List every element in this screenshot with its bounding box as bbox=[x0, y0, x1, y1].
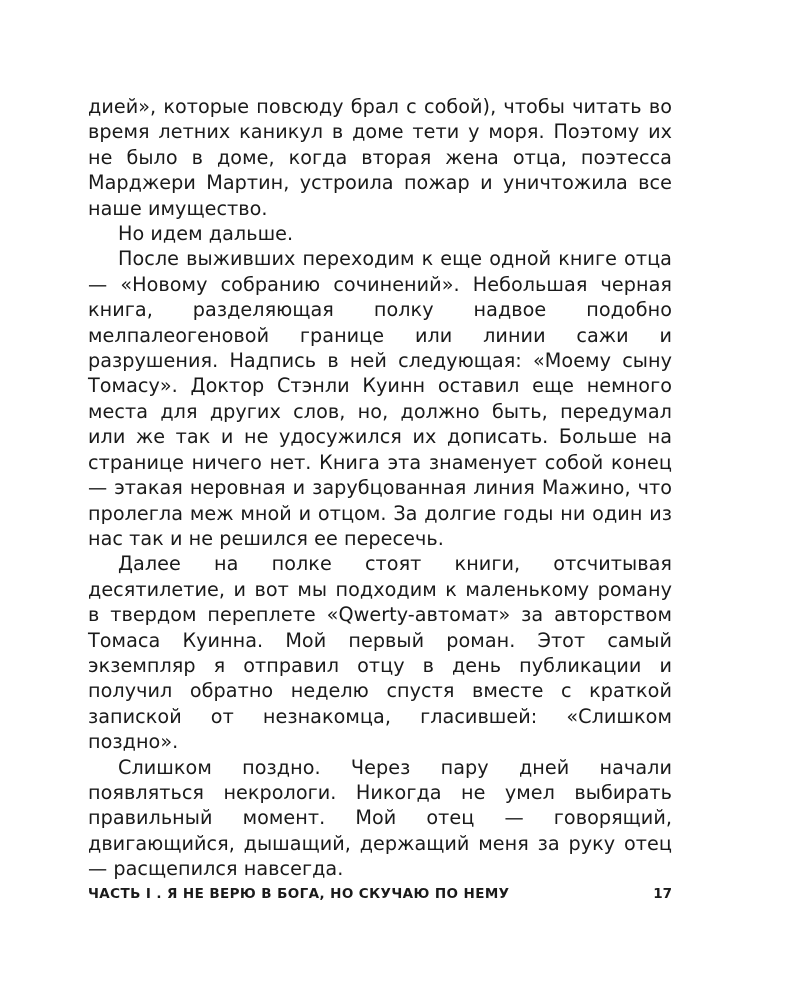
paragraph-continued: дией», которые повсюду брал с собой), чтобы читать во время летних каникул в доме тети у моря. Поэтому их не было в доме, когда вторая жена отца, поэтесса Марджери Мартин, устроила пожар и уничтожила все наше имущество. bbox=[88, 95, 672, 220]
body-text bbox=[88, 94, 672, 882]
page-number: 17 bbox=[653, 886, 672, 902]
page-footer bbox=[88, 886, 672, 908]
running-title: ЧАСТЬ I . Я НЕ ВЕРЮ В БОГА, НО СКУЧАЮ ПО НЕМУ bbox=[88, 886, 510, 902]
paragraph: Далее на полке стоят книги, отсчитывая десятилетие, и вот мы подходим к маленькому роману в твердом переплете «Qwerty-автомат» за авторством Томаса Куинна. Мой первый роман. Этот самый экземпляр я отправил отцу в день публикации и получил обратно неделю спустя вместе с краткой запиской от незнакомца, гласившей: «Слишком поздно». bbox=[88, 552, 672, 754]
paragraph: После выживших переходим к еще одной книге отца — «Новому собранию сочинений». Небольшая черная книга, разделяющая полку надвое подобно мелпалеогеновой границе или линии сажи и разрушения. Надпись в ней следующая: «Моему сыну Томасу». Доктор Стэнли Куинн оставил еще немного места для других слов, но, должно быть, передумал или же так и не удосужился их дописать. Больше на странице ничего нет. Книга эта знаменует собой конец — этакая неровная и зарубцованная линия Мажино, что пролегла меж мной и отцом. За долгие годы ни один из нас так и не решился ее пересечь. bbox=[88, 247, 672, 550]
paragraph: Слишком поздно. Через пару дней начали появляться некрологи. Никогда не умел выбирать правильный момент. Мой отец — говорящий, двигающийся, дышащий, держащий меня за руку отец — расщепился навсегда. bbox=[88, 755, 672, 881]
paragraph: Но идем дальше. bbox=[118, 222, 294, 246]
